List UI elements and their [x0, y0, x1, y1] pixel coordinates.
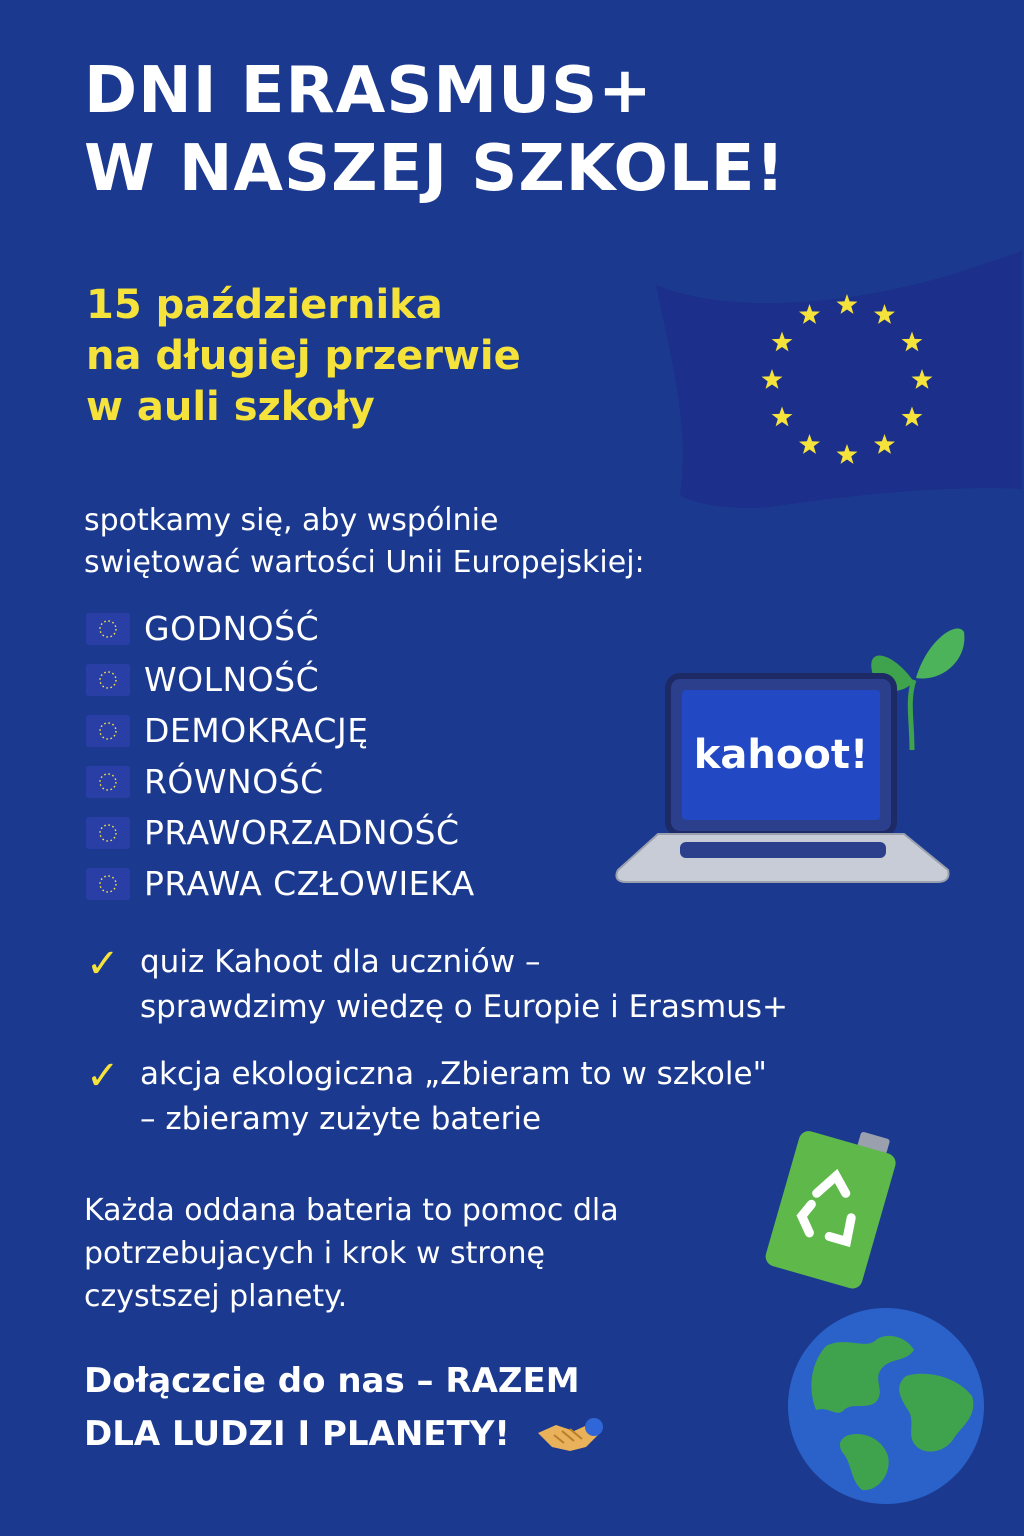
eu-values-list [86, 603, 646, 909]
value-label: DEMOKRACJĘ [144, 711, 369, 750]
closing-line-2 [84, 1408, 784, 1461]
value-label: GODNOŚĆ [144, 609, 320, 648]
title-line-2: W NASZEJ SZKOLE! [84, 132, 786, 207]
handshake-icon [534, 1413, 604, 1457]
mini-eu-flag-icon [86, 868, 130, 900]
activity-text [140, 940, 788, 1030]
earth-globe-icon [786, 1306, 986, 1506]
closing-call [84, 1355, 784, 1460]
value-label: PRAWA CZŁOWIEKA [144, 864, 475, 903]
activity-line-2: sprawdzimy wiedzę o Europie i Erasmus+ [140, 988, 789, 1025]
battery-recycle-icon [752, 1120, 912, 1290]
event-date: 15 października [86, 282, 443, 328]
closing-line-2-text: DLA LUDZI I PLANETY! [84, 1413, 510, 1454]
note-line-2: potrzebujacych i krok w stronę [84, 1235, 545, 1271]
battery-note [84, 1190, 744, 1319]
mini-eu-flag-icon [86, 817, 130, 849]
list-item [86, 858, 646, 909]
value-label: WOLNOŚĆ [144, 660, 320, 699]
list-item [86, 654, 646, 705]
activity-line-1: quiz Kahoot dla uczniów – [140, 944, 541, 980]
closing-line-1: Dołączcie do nas – RAZEM [84, 1361, 580, 1401]
checkmark-icon: ✓ [86, 1052, 120, 1099]
event-time: na długiej przerwie [86, 332, 521, 379]
mini-eu-flag-icon [86, 766, 130, 798]
kahoot-logo: kahoot! [693, 732, 869, 778]
activity-text [140, 1052, 767, 1142]
mini-eu-flag-icon [86, 715, 130, 747]
note-line-3: czystszej planety. [84, 1278, 348, 1314]
laptop-icon [612, 620, 972, 910]
mini-eu-flag-icon [86, 613, 130, 645]
eu-flag-icon [650, 245, 1024, 517]
list-item [86, 756, 646, 807]
list-item [86, 807, 646, 858]
event-place: w auli szkoły [86, 383, 375, 430]
checkmark-icon: ✓ [86, 941, 120, 987]
activity-line-2: – zbieramy zużyte baterie [140, 1100, 542, 1137]
page-title [84, 52, 984, 208]
mini-eu-flag-icon [86, 664, 130, 696]
value-label: PRAWORZADNOŚĆ [144, 813, 460, 852]
intro-text [84, 500, 884, 584]
intro-line-1: spotkamy się, aby wspólnie [84, 503, 499, 538]
list-item [86, 705, 646, 756]
event-when-where [86, 280, 646, 432]
list-item [86, 940, 986, 1030]
intro-line-2: swiętować wartości Unii Europejskiej: [84, 545, 645, 580]
title-line-1: DNI ERASMUS+ [84, 54, 653, 128]
activity-line-1: akcja ekologiczna „Zbieram to w szkole" [140, 1055, 767, 1092]
note-line-1: Każda oddana bateria to pomoc dla [84, 1193, 619, 1228]
list-item [86, 603, 646, 654]
value-label: RÓWNOŚĆ [144, 762, 324, 801]
